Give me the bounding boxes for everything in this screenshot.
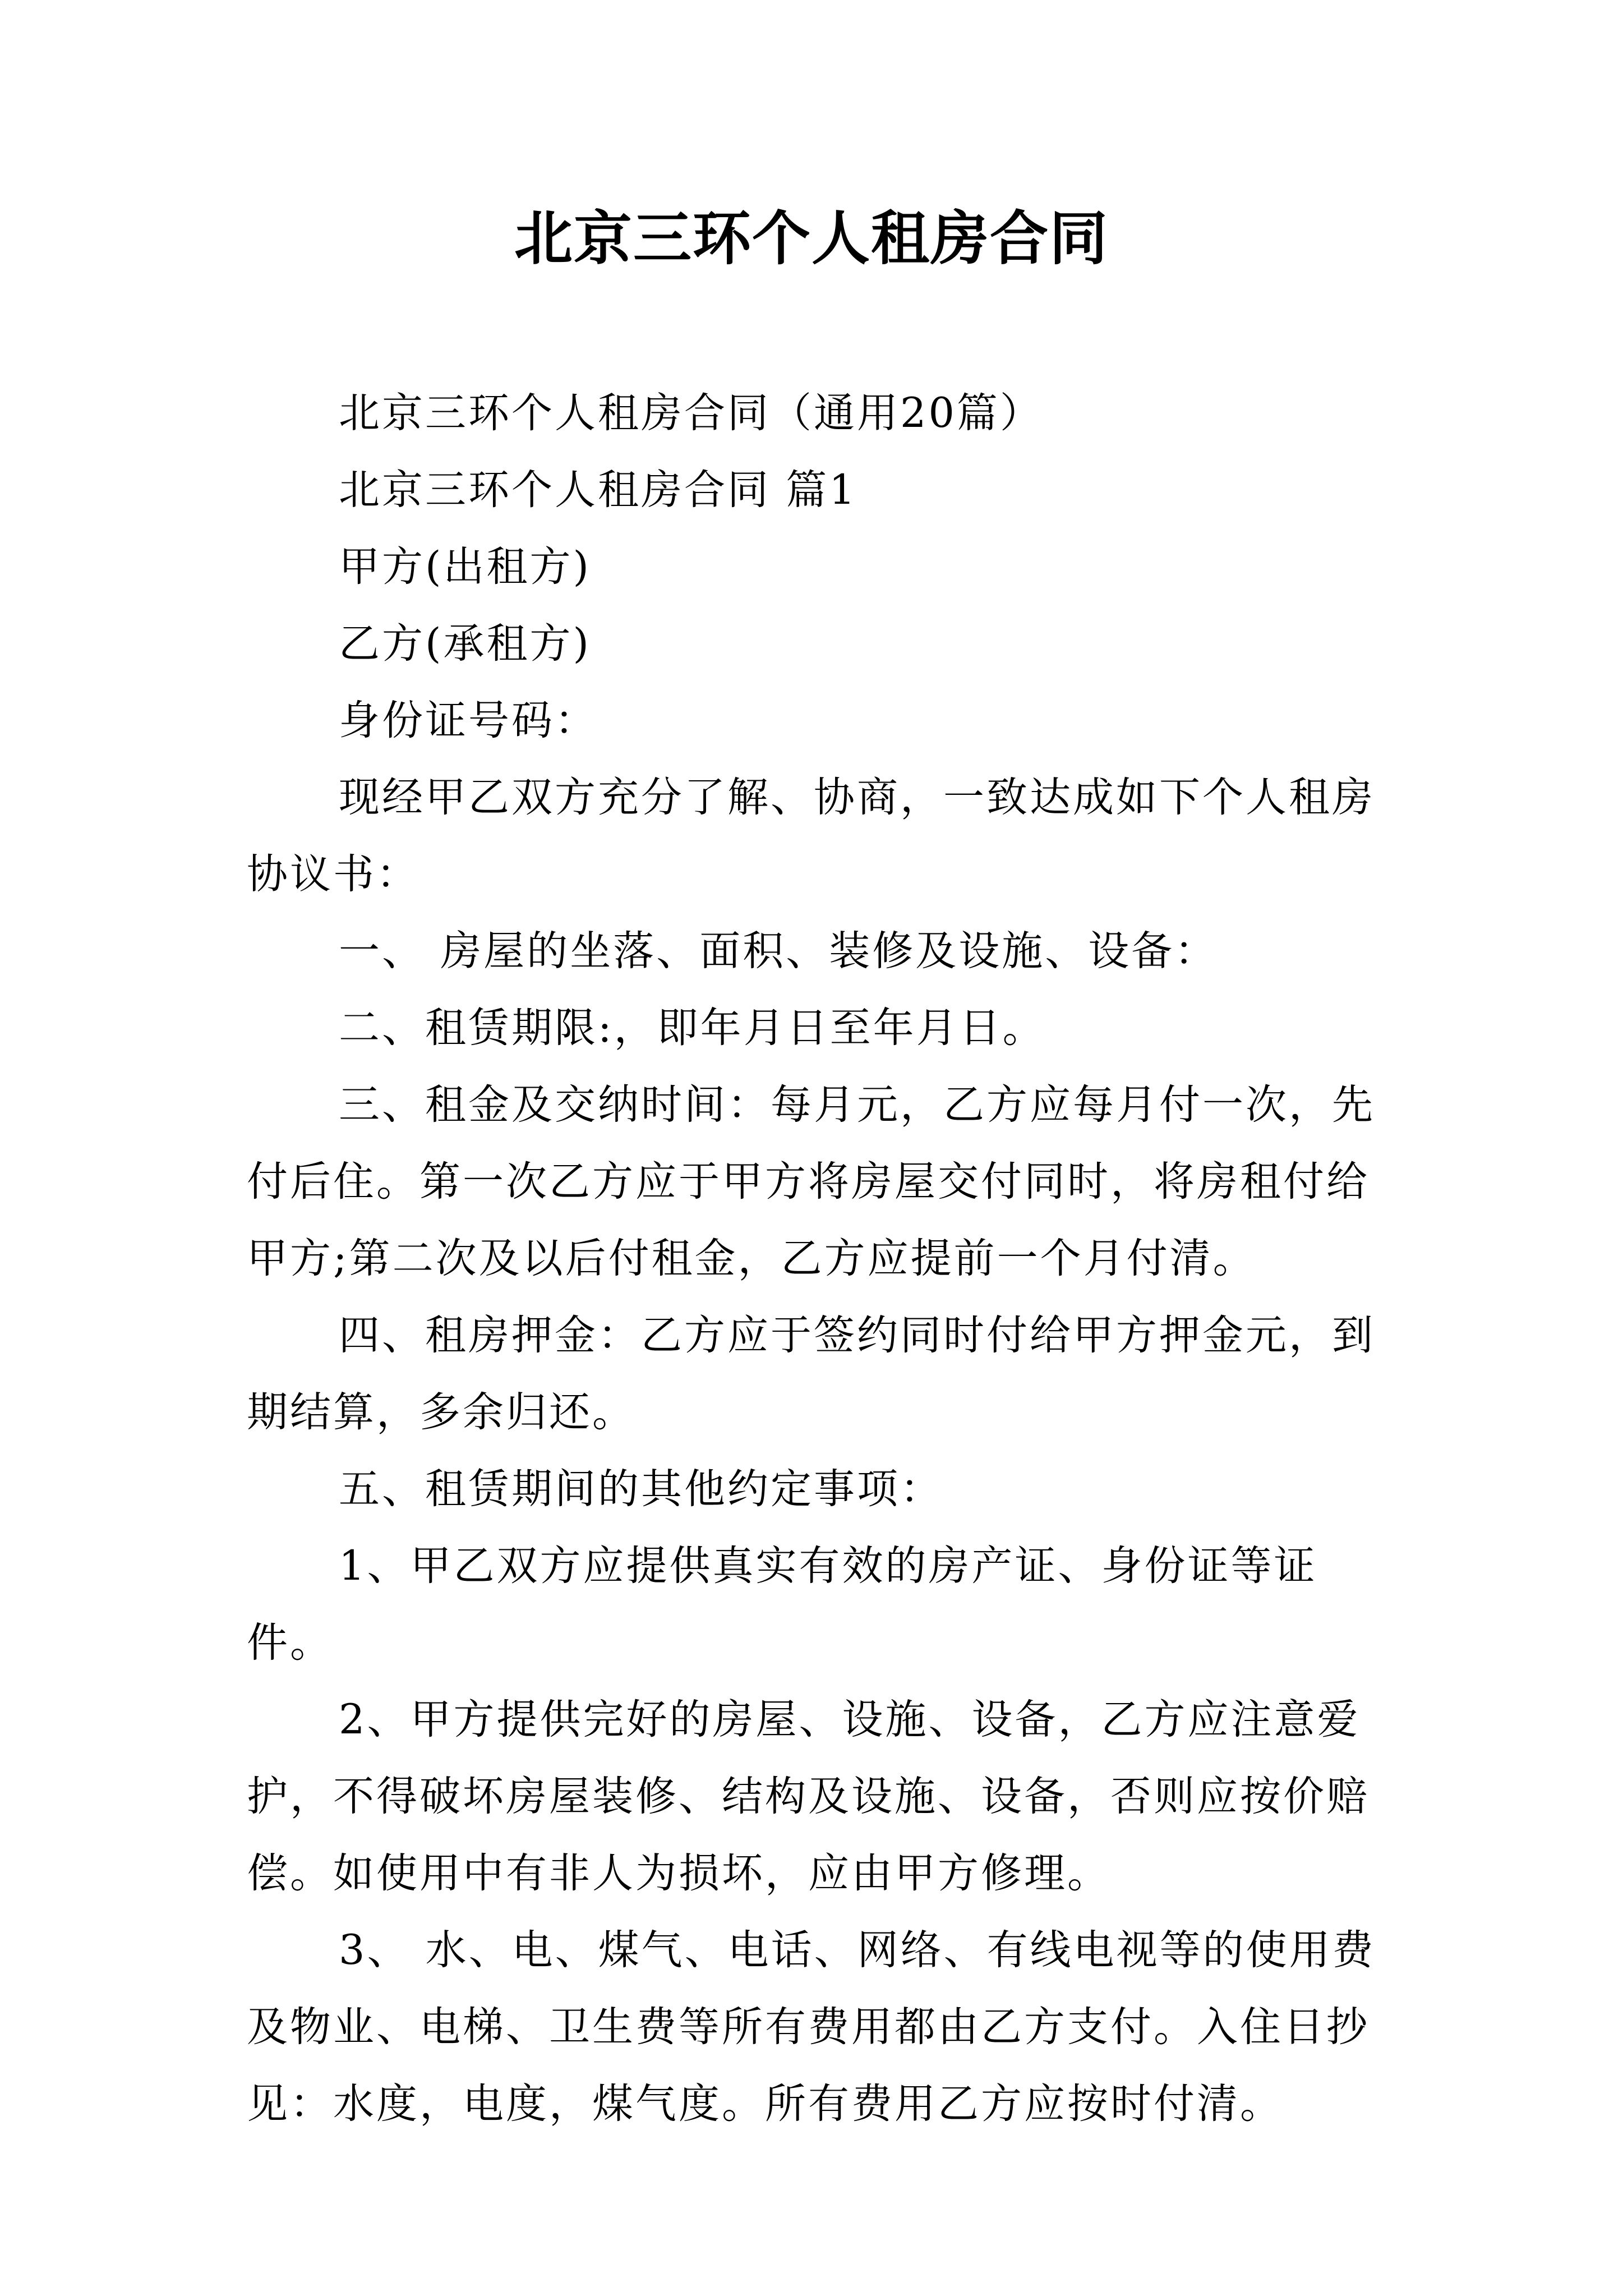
document-body [247,375,1391,2142]
document-title: 北京三环个人租房合同 [514,204,1109,273]
clause-3: 三、租金及交纳时间：每月元，乙方应每月付一次，先付后住。第一次乙方应于甲方将房屋交付同时，将房租付给甲方;第二次及以后付租金，乙方应提前一个月付清。 [247,1081,1375,1282]
id-number-line: 身份证号码： [339,697,598,744]
clause-4: 四、租房押金：乙方应于签约同时付给甲方押金元，到期结算，多余归还。 [247,1312,1375,1436]
clause-5: 五、租赁期间的其他约定事项： [339,1465,943,1513]
section-heading: 北京三环个人租房合同 篇1 [339,466,857,514]
clause-1: 一、 房屋的坐落、面积、装修及设施、设备： [339,927,1218,975]
intro-paragraph: 现经甲乙双方充分了解、协商，一致达成如下个人租房协议书： [247,774,1375,898]
sub-item-2: 2、甲方提供完好的房屋、设施、设备，乙方应注意爱护，不得破坏房屋装修、结构及设施、设备，否则应按价赔偿。如使用中有非人为损坏，应由甲方修理。 [247,1696,1370,1897]
party-b-line: 乙方(承租方) [339,620,591,668]
sub-item-1: 1、甲乙双方应提供真实有效的房产证、身份证等证件。 [247,1542,1317,1667]
party-a-line: 甲方(出租方) [339,543,591,591]
clause-2: 二、租赁期限:，即年月日至年月日。 [339,1004,1046,1052]
sub-item-3: 3、 水、电、煤气、电话、网络、有线电视等的使用费及物业、电梯、卫生费等所有费用都由乙方支付。入住日抄见：水度，电度，煤气度。所有费用乙方应按时付清。 [247,1926,1376,2128]
doc-subtitle: 北京三环个人租房合同（通用20篇） [339,389,1043,437]
